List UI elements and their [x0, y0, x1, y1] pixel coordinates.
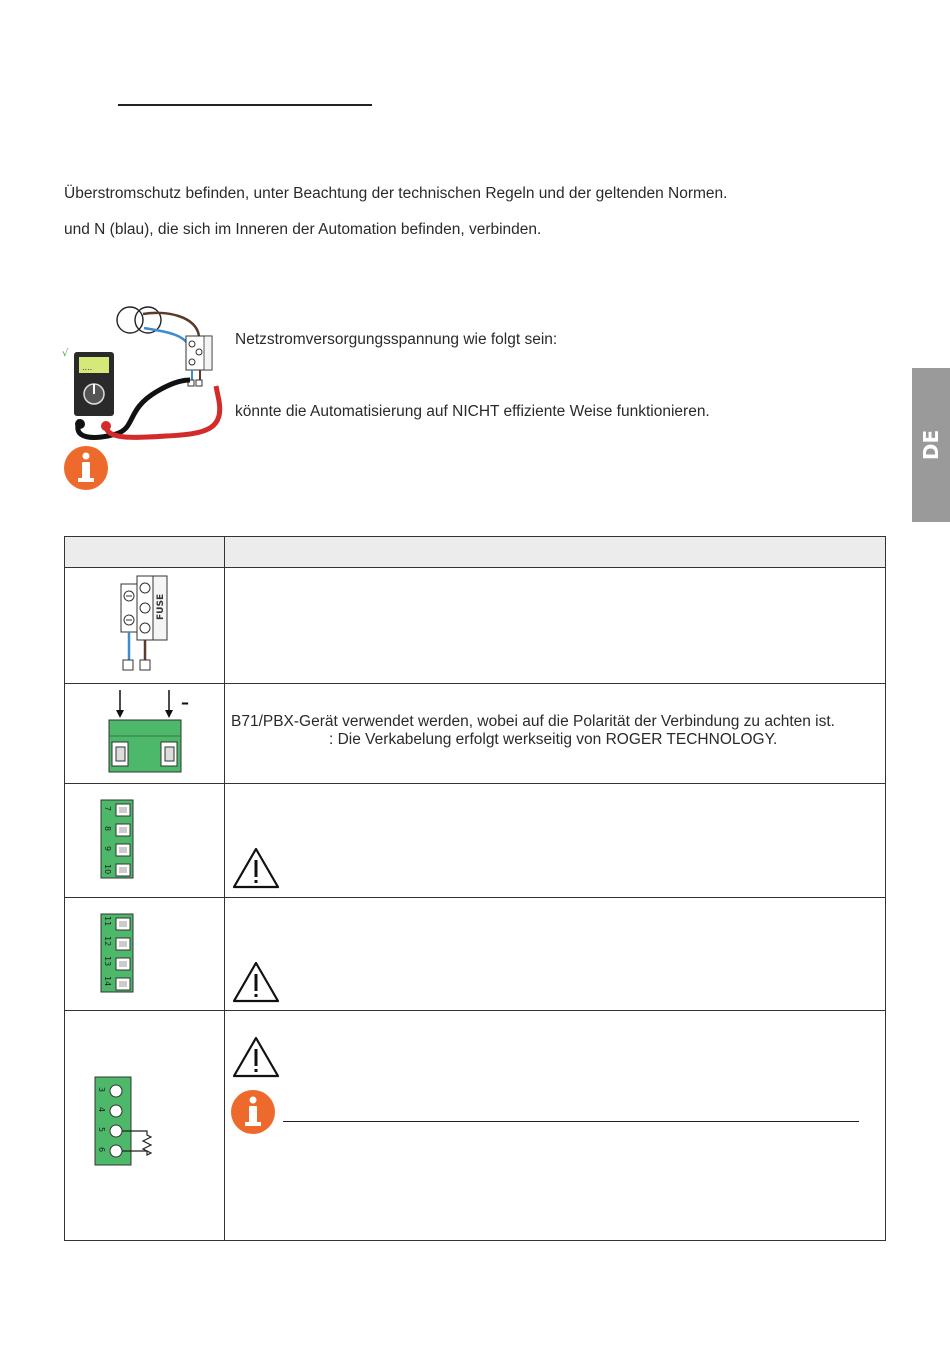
description-cell	[225, 684, 886, 784]
voltage-warning: könnte die Automatisierung auf NICHT effiziente Weise funktionieren.	[235, 403, 710, 420]
terminal-table	[64, 536, 886, 1241]
terminal-strip-11-14-icon	[65, 898, 223, 1005]
header-cell-description	[225, 537, 886, 568]
multimeter-reading: ....	[82, 363, 93, 372]
pbx-connector-icon	[65, 684, 223, 778]
info-rule	[283, 1121, 859, 1122]
terminal-number-8: 8	[103, 826, 112, 832]
terminal-number-12: 12	[103, 936, 112, 947]
terminal-image-cell	[65, 898, 225, 1011]
terminal-number-4: 4	[97, 1107, 106, 1113]
terminal-number-7: 7	[103, 806, 112, 812]
minus-sign: –	[181, 693, 189, 712]
terminal-number-9: 9	[103, 846, 112, 852]
warning-triangle-icon	[231, 1035, 281, 1079]
description-cell	[225, 784, 886, 898]
header-cell-terminal	[65, 537, 225, 568]
terminal-image-cell	[65, 1011, 225, 1241]
table-row	[65, 898, 886, 1011]
table-row	[65, 784, 886, 898]
terminal-number-11: 11	[103, 916, 112, 927]
heading-underline	[118, 104, 372, 106]
terminal-strip-7-10-icon	[65, 784, 223, 892]
terminal-image-cell	[65, 784, 225, 898]
description-cell	[225, 898, 886, 1011]
multimeter-diagram	[56, 300, 236, 496]
info-icon	[230, 1089, 276, 1135]
paragraph-connection: und N (blau), die sich im Inneren der Automation befinden, verbinden.	[64, 221, 542, 238]
terminal-number-6: 6	[97, 1147, 106, 1153]
table-row	[65, 568, 886, 684]
terminal-image-cell	[65, 568, 225, 684]
table-row	[65, 684, 886, 784]
fuse-label: FUSE	[156, 593, 166, 620]
terminal-number-14: 14	[103, 976, 112, 987]
terminal-number-10: 10	[103, 864, 112, 875]
measure-instruction: Netzstromversorgungsspannung wie folgt sein:	[235, 331, 558, 348]
warning-triangle-icon	[231, 960, 281, 1004]
terminal-number-13: 13	[103, 956, 112, 967]
terminal-number-5: 5	[97, 1127, 106, 1133]
fuse-terminal-icon	[65, 568, 223, 678]
pbx-description-line1: B71/PBX-Gerät verwendet werden, wobei auf die Polarität der Verbindung zu achten ist.	[231, 713, 835, 730]
warning-triangle-icon	[231, 846, 281, 890]
table-header-row	[65, 537, 886, 568]
terminal-strip-3-6-icon	[65, 1011, 223, 1235]
paragraph-overcurrent: Überstromschutz befinden, unter Beachtung der technischen Regeln und der geltenden Normen.	[64, 185, 728, 202]
pbx-description-line2: : Die Verkabelung erfolgt werkseitig von ROGER TECHNOLOGY.	[329, 731, 778, 748]
description-cell	[225, 568, 886, 684]
check-mark: √	[62, 348, 69, 359]
terminal-number-3: 3	[97, 1087, 106, 1093]
language-tab-de[interactable]: DE	[912, 368, 950, 522]
terminal-image-cell	[65, 684, 225, 784]
description-cell	[225, 1011, 886, 1241]
table-row	[65, 1011, 886, 1241]
